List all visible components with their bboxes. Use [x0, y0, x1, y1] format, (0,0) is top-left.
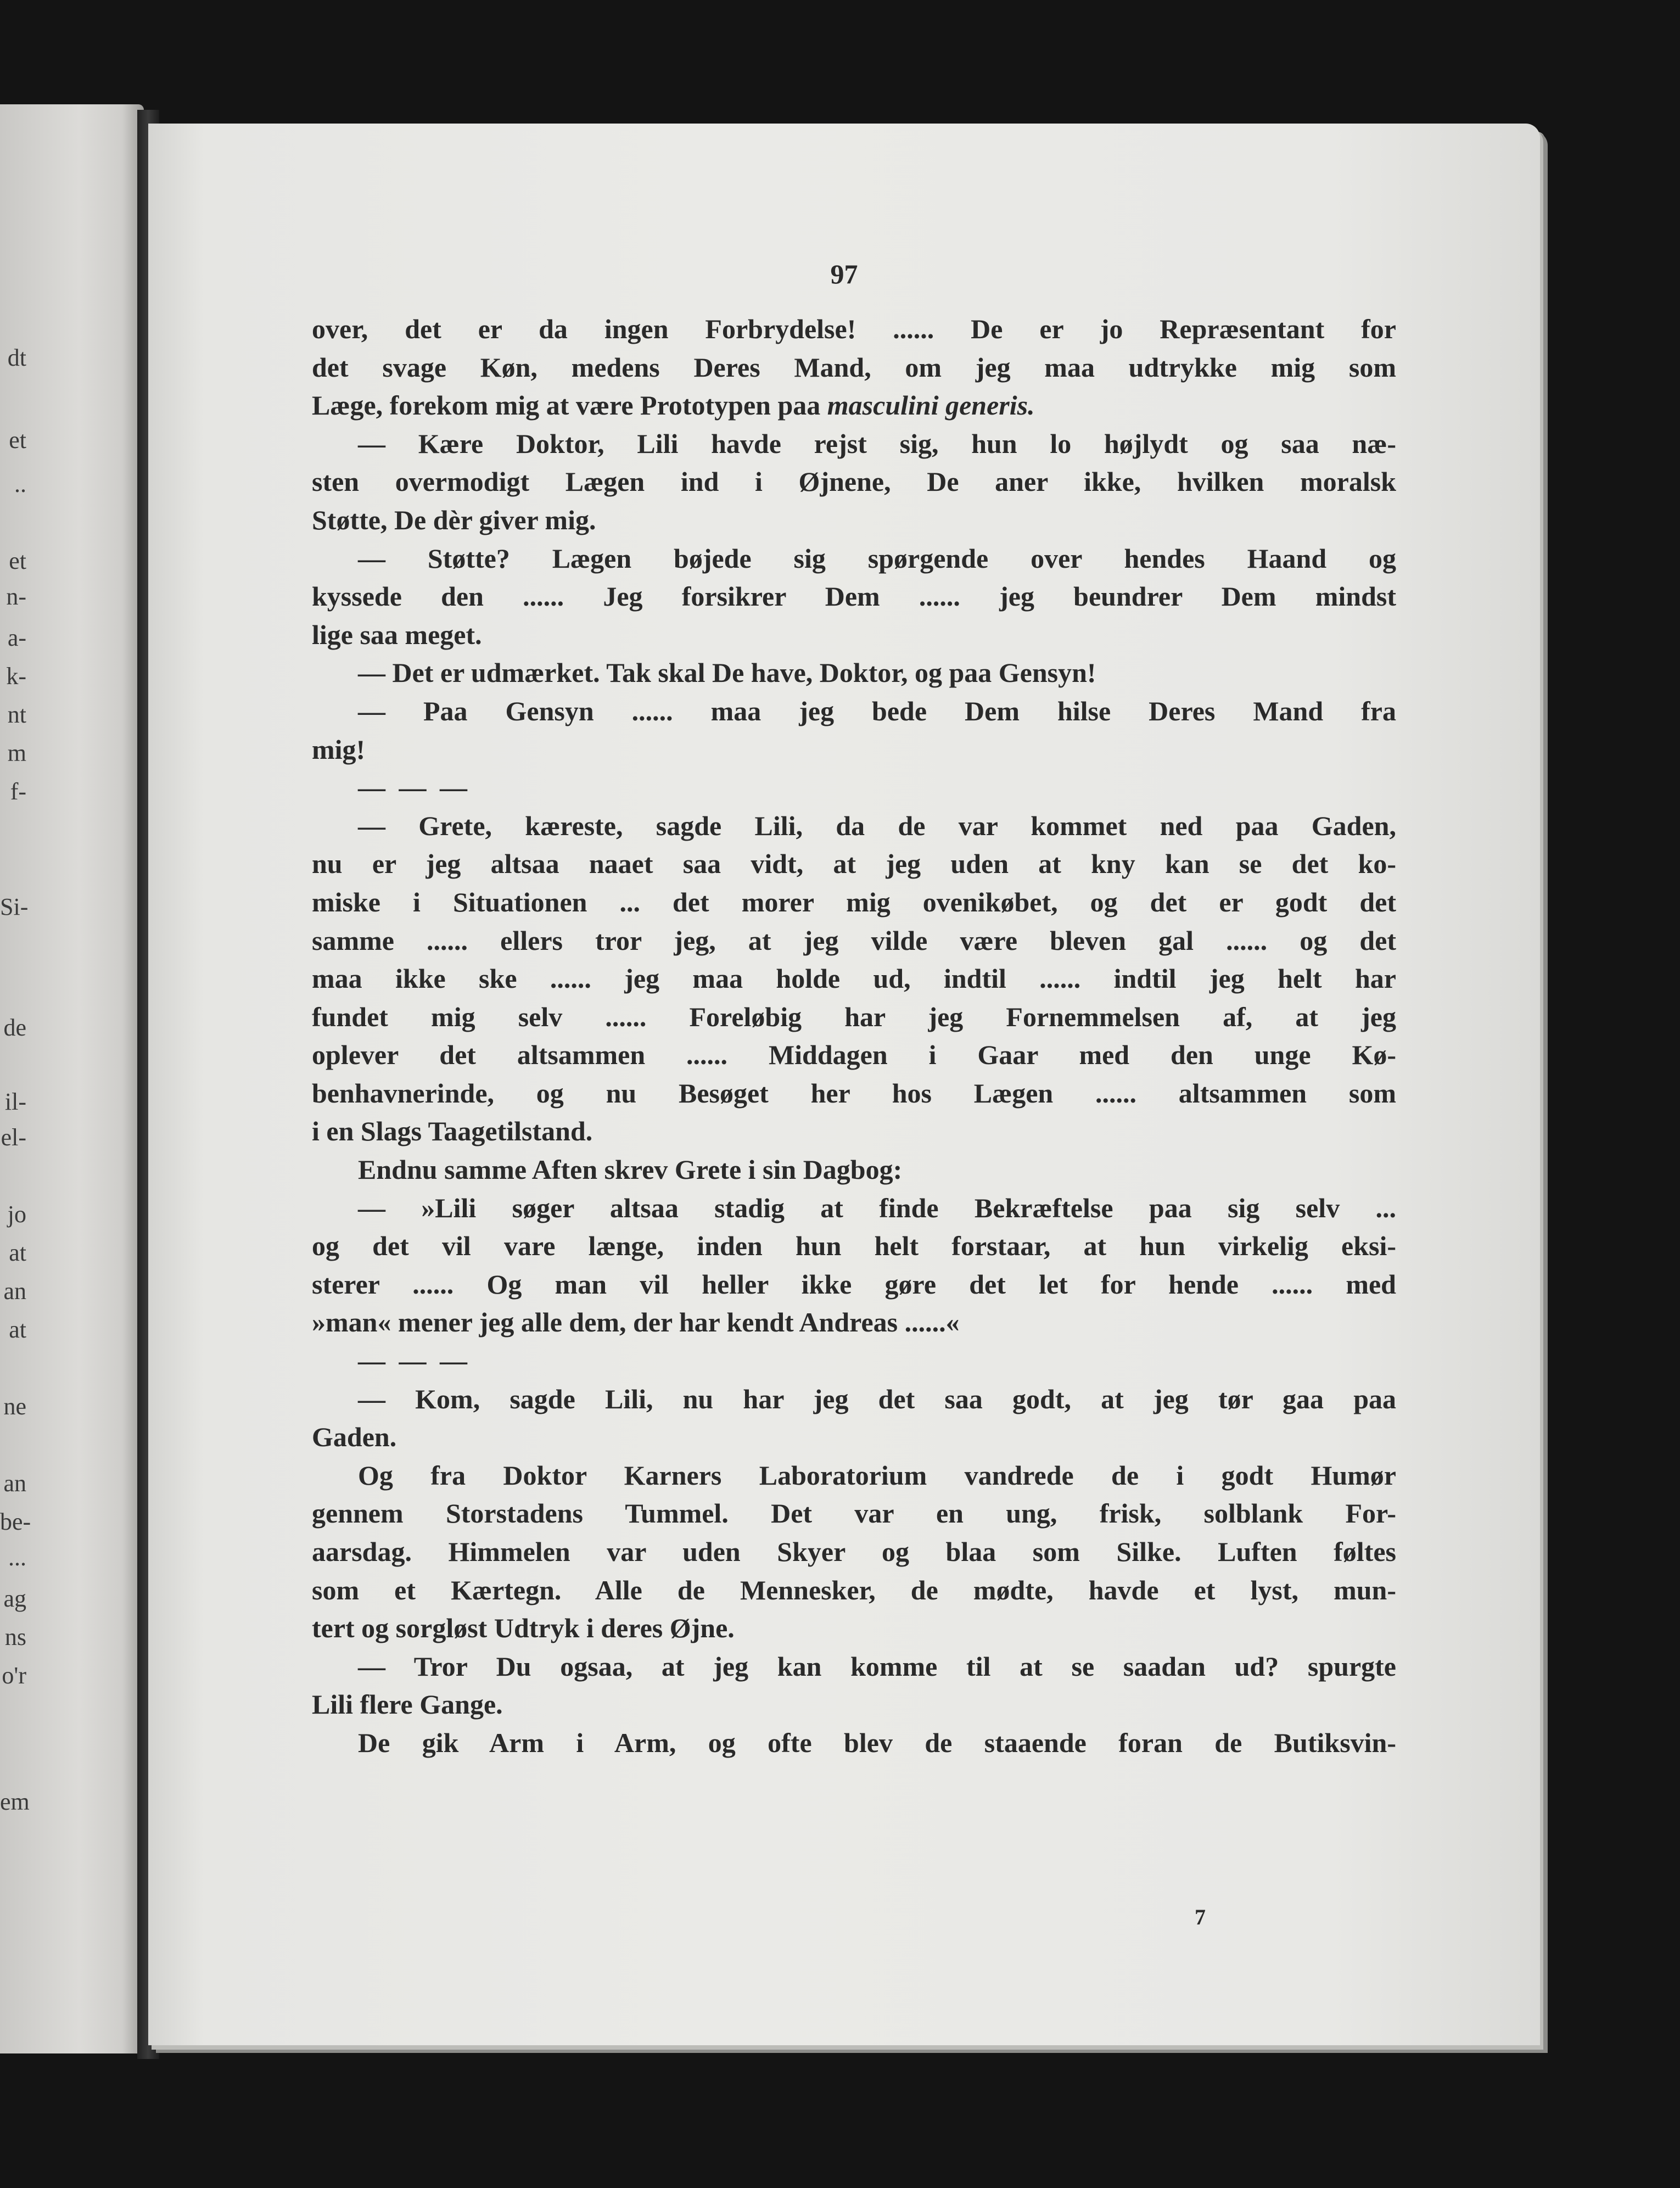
left-page-fragment: de	[3, 1014, 26, 1041]
section-separator	[312, 769, 1396, 807]
line-text: Lili flere Gange.	[312, 1689, 503, 1720]
text-line	[312, 349, 1396, 387]
text-line	[312, 1036, 1396, 1075]
left-page-fragment: at	[9, 1239, 26, 1266]
line-text: gennem Storstadens Tummel. Det var en ung, frisk, solblank For-	[312, 1498, 1396, 1529]
line-text: Gaden.	[312, 1422, 397, 1453]
left-page-fragment: nt	[7, 701, 26, 728]
line-text: kyssede den ...... Jeg forsikrer Dem ...... jeg beundrer Dem mindst	[312, 581, 1396, 612]
text-line	[312, 1686, 1396, 1724]
line-text: maa ikke ske ...... jeg maa holde ud, indtil ...... indtil jeg helt har	[312, 963, 1396, 994]
text-line	[312, 616, 1396, 654]
text-line	[312, 540, 1396, 578]
line-text: Og fra Doktor Karners Laboratorium vandrede de i godt Humør	[358, 1459, 1396, 1491]
line-text: lige saa meget.	[312, 619, 482, 650]
line-text: — »Lili søger altsaa stadig at finde Bekræftelse paa sig selv ...	[358, 1192, 1396, 1223]
text-line	[312, 1495, 1396, 1533]
text-line	[312, 922, 1396, 960]
text-line	[312, 1533, 1396, 1571]
line-text: mig!	[312, 734, 366, 765]
left-page-fragment: ...	[8, 1544, 26, 1571]
line-text: benhavnerinde, og nu Besøget her hos Lægen ...... altsammen som	[312, 1077, 1396, 1109]
line-text: — — —	[358, 1345, 471, 1376]
right-page	[148, 124, 1540, 2045]
italic-text: masculini generis.	[827, 390, 1035, 421]
line-text: samme ...... ellers tror jeg, at jeg vilde være bleven gal ...... og det	[312, 925, 1396, 956]
text-line	[312, 1724, 1396, 1762]
line-text: nu er jeg altsaa naaet saa vidt, at jeg uden at kny kan se det ko-	[312, 848, 1396, 880]
left-page-fragment: jo	[7, 1201, 26, 1228]
left-page-fragment: o'r	[2, 1662, 26, 1689]
text-line	[312, 1380, 1396, 1419]
line-text: over, det er da ingen Forbrydelse! ...... De er jo Repræsentant for	[312, 314, 1396, 344]
left-page-fragment: il-	[4, 1088, 26, 1115]
section-separator	[312, 1342, 1396, 1380]
left-page-fragment: ns	[4, 1624, 26, 1650]
left-page-fragment: f-	[10, 778, 26, 805]
text-line	[312, 692, 1396, 731]
text-line	[312, 998, 1396, 1037]
signature-mark: 7	[1195, 1905, 1206, 1929]
line-text: — Kære Doktor, Lili havde rejst sig, hun lo højlydt og saa næ-	[358, 428, 1396, 459]
line-text: »man« mener jeg alle dem, der har kendt Andreas ......«	[312, 1307, 960, 1338]
text-line	[312, 578, 1396, 616]
line-text: — Kom, sagde Lili, nu har jeg det saa godt, at jeg tør gaa paa	[358, 1383, 1396, 1414]
text-line	[312, 883, 1396, 922]
left-page	[0, 104, 144, 2053]
line-text: — Paa Gensyn ...... maa jeg bede Dem hilse Deres Mand fra	[358, 695, 1396, 726]
page-number: 97	[830, 259, 858, 289]
left-page-fragment: ag	[3, 1585, 26, 1612]
text-line	[312, 1457, 1396, 1495]
left-page-fragment: a-	[7, 624, 26, 651]
line-text: tert og sorgløst Udtryk i deres Øjne.	[312, 1613, 735, 1644]
text-line	[312, 1112, 1396, 1151]
line-text: — Tror Du ogsaa, at jeg kan komme til at se saadan ud? spurgte	[358, 1650, 1396, 1682]
text-line	[312, 960, 1396, 998]
text-line	[312, 463, 1396, 501]
left-page-fragment: ..	[14, 471, 26, 497]
text-line	[312, 310, 1396, 349]
left-page-fragment: dt	[7, 344, 26, 371]
body-text	[312, 310, 1396, 1762]
text-line	[312, 425, 1396, 463]
text-line	[312, 1227, 1396, 1266]
line-text: sten overmodigt Lægen ind i Øjnene, De aner ikke, hvilken moralsk	[312, 466, 1396, 497]
line-text: aarsdag. Himmelen var uden Skyer og blaa som Silke. Luften føltes	[312, 1536, 1396, 1567]
text-line	[312, 731, 1396, 769]
text-line	[312, 1418, 1396, 1457]
left-page-fragment: be-	[0, 1508, 31, 1535]
line-text: — Støtte? Lægen bøjede sig spørgende over hendes Haand og	[358, 542, 1396, 574]
line-text: Læge, forekom mig at være Prototypen paa	[312, 390, 827, 421]
text-line	[312, 1151, 1396, 1189]
text-line	[312, 654, 1396, 692]
left-page-fragment: et	[9, 427, 26, 454]
line-text: — Det er udmærket. Tak skal De have, Doktor, og paa Gensyn!	[358, 657, 1096, 689]
line-text: Støtte, De dèr giver mig.	[312, 504, 596, 535]
text-line	[312, 807, 1396, 846]
line-text: sterer ...... Og man vil heller ikke gøre det let for hende ...... med	[312, 1268, 1396, 1300]
left-page-fragment: ne	[3, 1393, 26, 1420]
text-line	[312, 1648, 1396, 1686]
left-page-fragment: m	[7, 740, 26, 766]
line-text: som et Kærtegn. Alle de Mennesker, de mødte, havde et lyst, mun-	[312, 1574, 1396, 1605]
left-page-fragment: an	[3, 1278, 26, 1305]
text-line	[312, 1303, 1396, 1342]
left-page-fragment: et	[9, 547, 26, 574]
line-text: Endnu samme Aften skrev Grete i sin Dagbog:	[358, 1154, 903, 1185]
line-text: — Grete, kæreste, sagde Lili, da de var kommet ned paa Gaden,	[358, 810, 1396, 841]
left-page-fragment: n-	[6, 583, 26, 610]
left-page-fragment: k-	[6, 663, 26, 690]
line-text: fundet mig selv ...... Foreløbig har jeg Fornemmelsen af, at jeg	[312, 1001, 1396, 1032]
line-text: — — —	[358, 772, 471, 803]
line-text: oplever det altsammen ...... Middagen i Gaar med den unge Kø-	[312, 1039, 1396, 1071]
left-page-fragment: at	[9, 1316, 26, 1343]
text-line	[312, 845, 1396, 883]
line-text: miske i Situationen ... det morer mig ovenikøbet, og det er godt det	[312, 886, 1396, 917]
left-page-fragment: el-	[1, 1124, 26, 1151]
text-line	[312, 1189, 1396, 1228]
line-text: det svage Køn, medens Deres Mand, om jeg maa udtrykke mig som	[312, 351, 1396, 383]
text-line	[312, 1609, 1396, 1648]
left-page-fragment: Si-	[0, 893, 29, 920]
left-page-fragment: an	[3, 1470, 26, 1497]
line-text: i en Slags Taagetilstand.	[312, 1116, 593, 1147]
line-text: og det vil vare længe, inden hun helt forstaar, at hun virkelig eksi-	[312, 1230, 1396, 1262]
text-line	[312, 1266, 1396, 1304]
text-line	[312, 501, 1396, 540]
text-line	[312, 1075, 1396, 1113]
line-text: De gik Arm i Arm, og ofte blev de staaende foran de Butiksvin-	[358, 1727, 1396, 1758]
text-line	[312, 1571, 1396, 1610]
left-page-fragment: em	[0, 1788, 30, 1815]
text-line	[312, 387, 1396, 425]
